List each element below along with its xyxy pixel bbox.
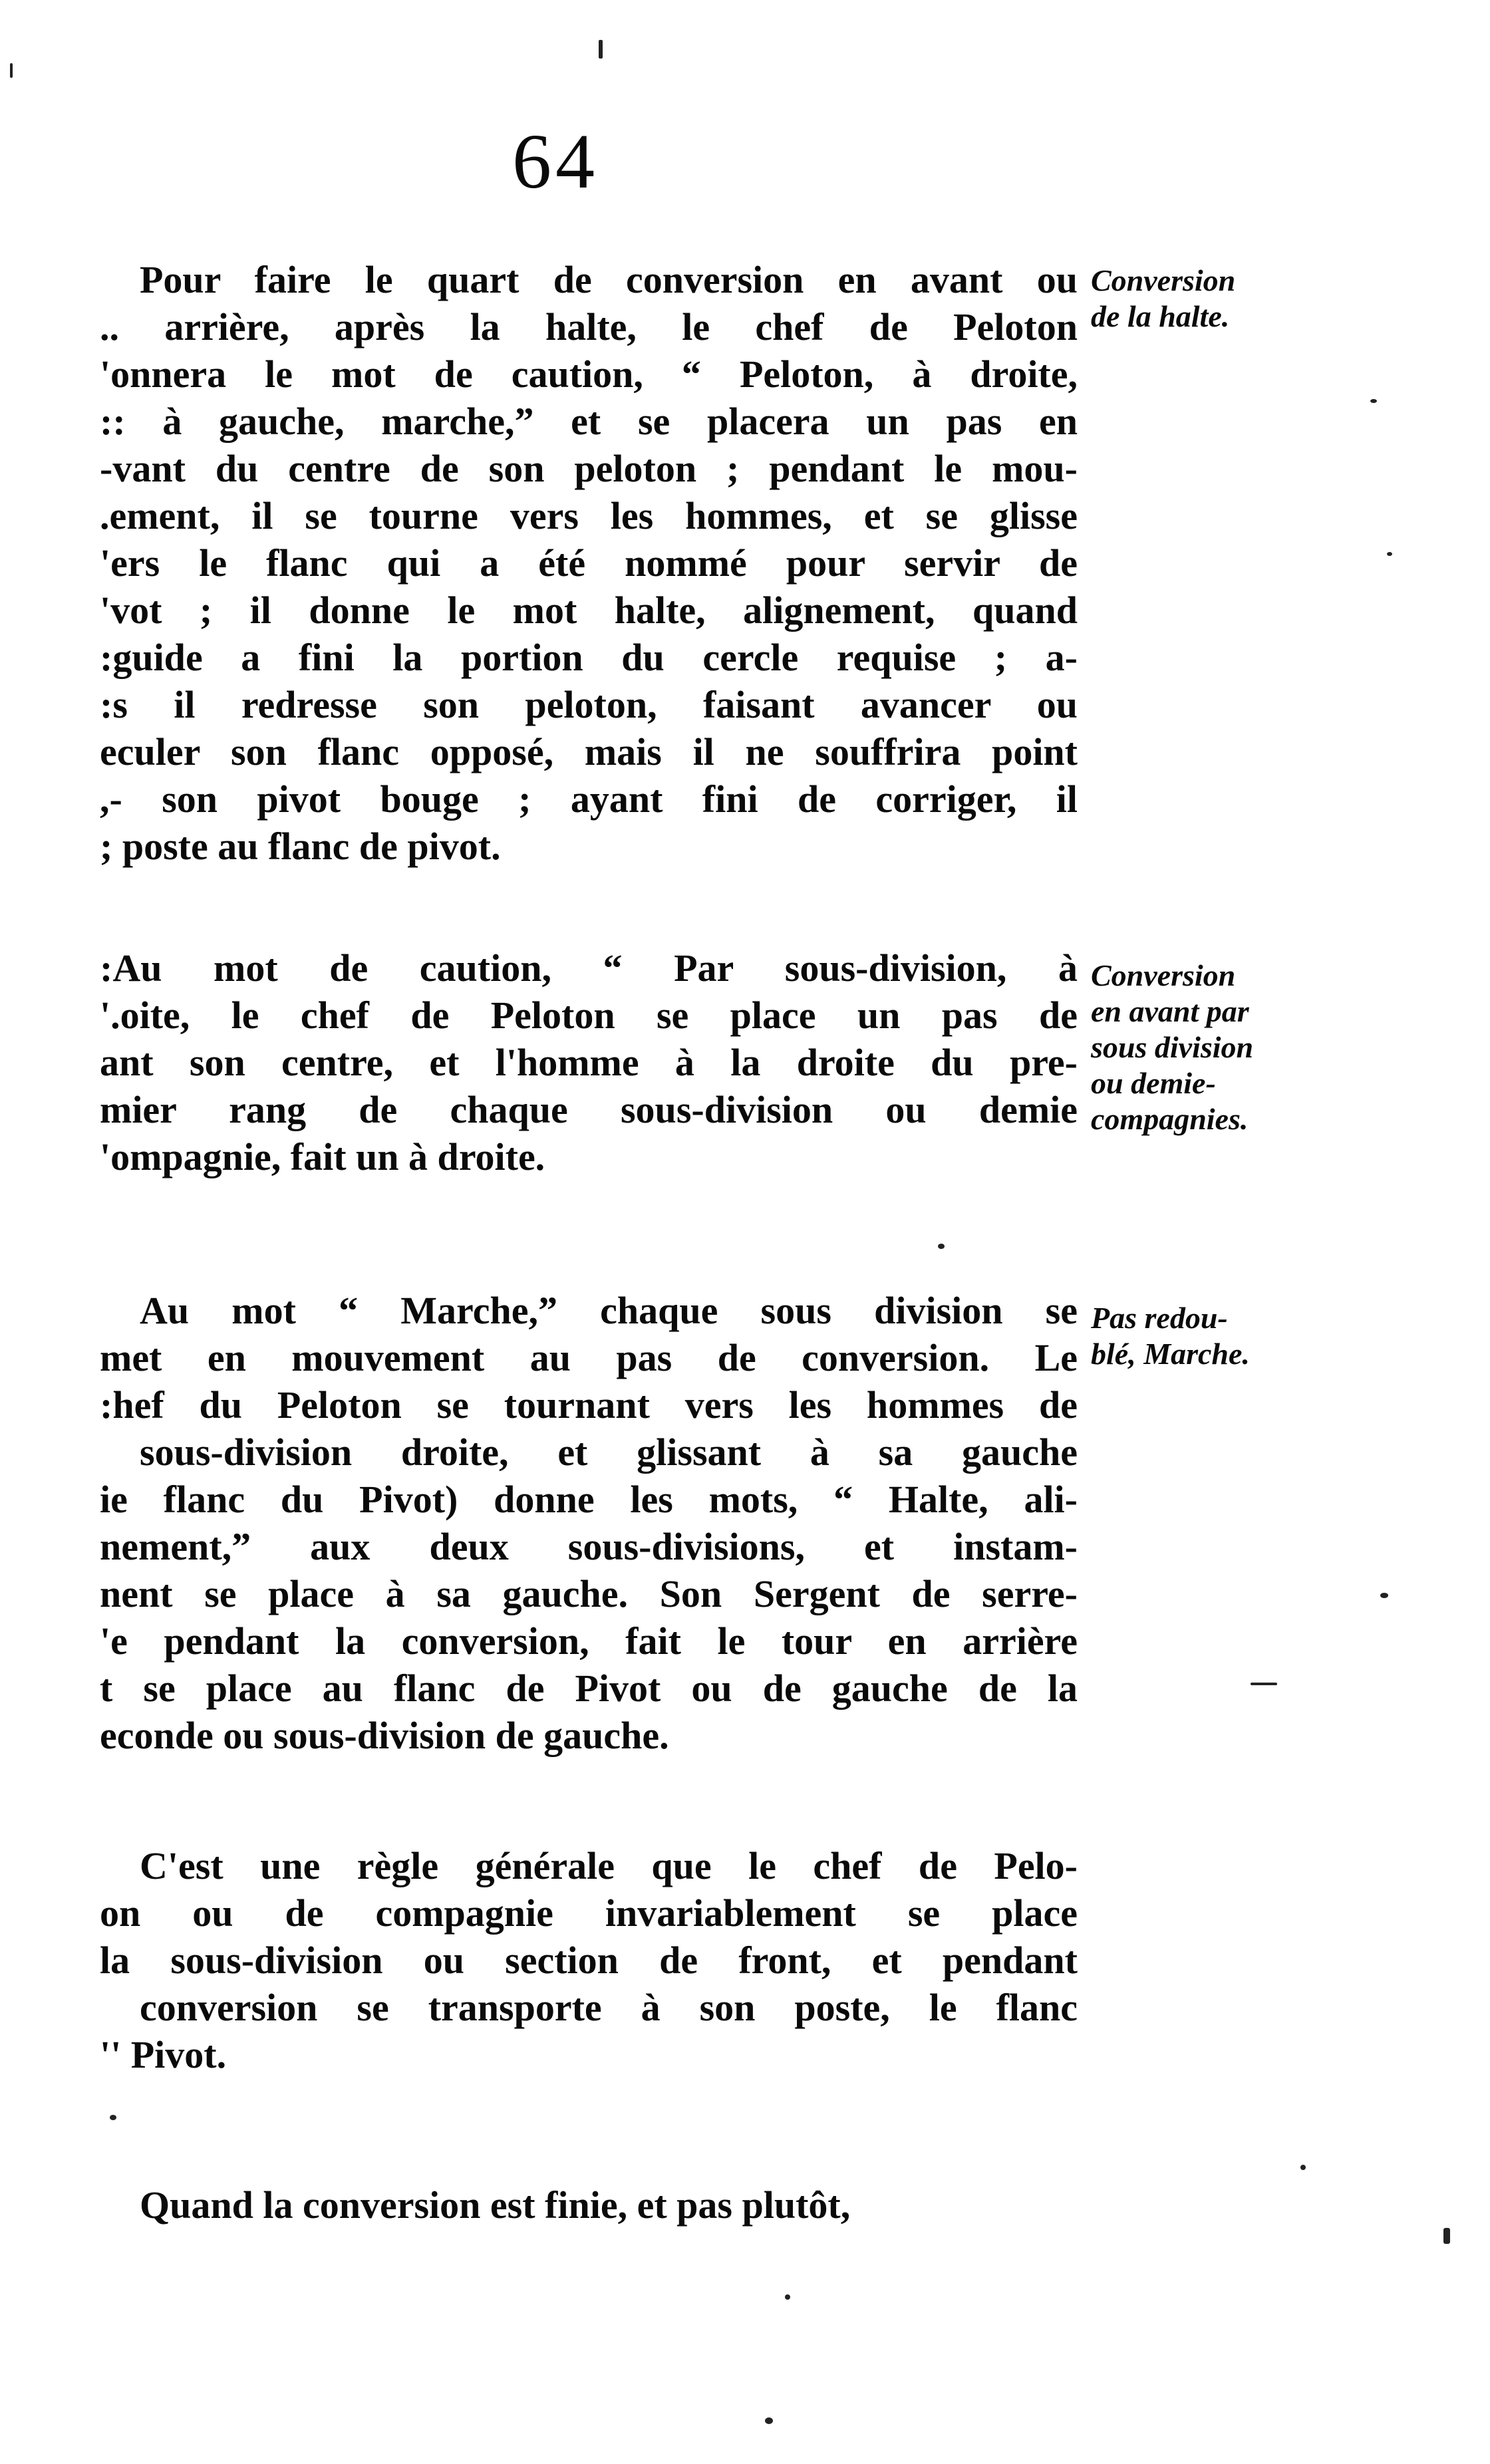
text-line: :s il redresse son peloton, faisant avancer ou <box>100 683 1078 726</box>
margin-note-line: Conversion <box>1091 263 1236 297</box>
text-line: :hef du Peloton se tournant vers les hommes de <box>100 1383 1078 1427</box>
scan-speck <box>938 1244 945 1249</box>
text-line: Pour faire le quart de conversion en avant ou <box>140 258 1078 301</box>
text-line: .. arrière, après la halte, le chef de Peloton <box>100 305 1078 348</box>
text-line: econde ou sous-division de gauche. <box>100 1714 669 1757</box>
scan-speck <box>1380 1593 1388 1598</box>
paragraph-2 <box>100 944 1078 1180</box>
text-line: Au mot “ Marche,” chaque sous division se <box>140 1289 1078 1332</box>
scan-speck <box>1251 1683 1277 1685</box>
margin-note-line: ou demie- <box>1091 1066 1216 1100</box>
text-line: 'onnera le mot de caution, “ Peloton, à droite, <box>100 352 1078 396</box>
text-line: '.oite, le chef de Peloton se place un pas de <box>100 994 1078 1037</box>
text-line: ie flanc du Pivot) donne les mots, “ Halte, ali- <box>100 1478 1078 1521</box>
text-line: nent se place à sa gauche. Son Sergent de serre- <box>100 1572 1078 1615</box>
text-line: la sous-division ou section de front, et pendant <box>100 1939 1078 1982</box>
text-line: :: à gauche, marche,” et se placera un pas en <box>100 400 1078 443</box>
margin-note-line: Conversion <box>1091 958 1236 992</box>
text-line: ant son centre, et l'homme à la droite du pre- <box>100 1041 1078 1084</box>
margin-note-line: blé, Marche. <box>1091 1337 1250 1371</box>
text-line: conversion se transporte à son poste, le flanc <box>140 1986 1078 2029</box>
scan-speck <box>1387 552 1392 556</box>
text-line: met en mouvement au pas de conversion. Le <box>100 1336 1078 1379</box>
scan-speck <box>1300 2165 1306 2170</box>
margin-note-line: compagnies. <box>1091 1102 1249 1136</box>
text-line: nement,” aux deux sous-divisions, et instam- <box>100 1525 1078 1568</box>
scan-speck <box>785 2294 790 2300</box>
text-line: Quand la conversion est finie, et pas plutôt, <box>140 2183 851 2227</box>
text-line: 'e pendant la conversion, fait le tour en arrière <box>100 1619 1078 1663</box>
text-line: 'ers le flanc qui a été nommé pour servir de <box>100 541 1078 585</box>
text-line: ,- son pivot bouge ; ayant fini de corriger, il <box>100 777 1078 821</box>
margin-note-3 <box>1091 1300 1344 1372</box>
scan-speck <box>765 2417 773 2424</box>
margin-note-2 <box>1091 958 1344 1137</box>
paragraph-4 <box>100 1842 1078 2078</box>
text-line: :Au mot de caution, “ Par sous-division, à <box>100 946 1078 990</box>
text-line: '' Pivot. <box>100 2033 227 2076</box>
text-line: t se place au flanc de Pivot ou de gauche de la <box>100 1667 1078 1710</box>
text-line: -vant du centre de son peloton ; pendant le mou- <box>100 447 1078 490</box>
scan-speck <box>10 63 13 78</box>
scan-speck <box>110 2115 116 2120</box>
page-number: 64 <box>512 118 599 205</box>
text-line: 'vot ; il donne le mot halte, alignement, quand <box>100 589 1078 632</box>
text-line: sous-division droite, et glissant à sa gauche <box>140 1431 1078 1474</box>
text-line: eculer son flanc opposé, mais il ne souffrira point <box>100 730 1078 773</box>
margin-note-line: sous division <box>1091 1030 1254 1064</box>
margin-note-line: de la halte. <box>1091 299 1230 333</box>
scan-speck <box>599 40 603 59</box>
text-line: ; poste au flanc de pivot. <box>100 825 501 868</box>
text-line: 'ompagnie, fait un à droite. <box>100 1135 545 1178</box>
text-line: mier rang de chaque sous-division ou demie <box>100 1088 1078 1131</box>
margin-note-1 <box>1091 263 1344 335</box>
paragraph-1 <box>100 256 1078 870</box>
text-line: .ement, il se tourne vers les hommes, et se glisse <box>100 494 1078 537</box>
margin-note-line: en avant par <box>1091 994 1249 1028</box>
scan-speck <box>1370 399 1377 403</box>
text-line: :guide a fini la portion du cercle requise ; a- <box>100 636 1078 679</box>
margin-note-line: Pas redou- <box>1091 1301 1228 1335</box>
text-line: C'est une règle générale que le chef de Pelo- <box>140 1844 1078 1887</box>
text-line: on ou de compagnie invariablement se place <box>100 1891 1078 1935</box>
paragraph-5 <box>100 2181 1078 2229</box>
paragraph-3 <box>100 1287 1078 1759</box>
scan-speck <box>1443 2228 1450 2244</box>
